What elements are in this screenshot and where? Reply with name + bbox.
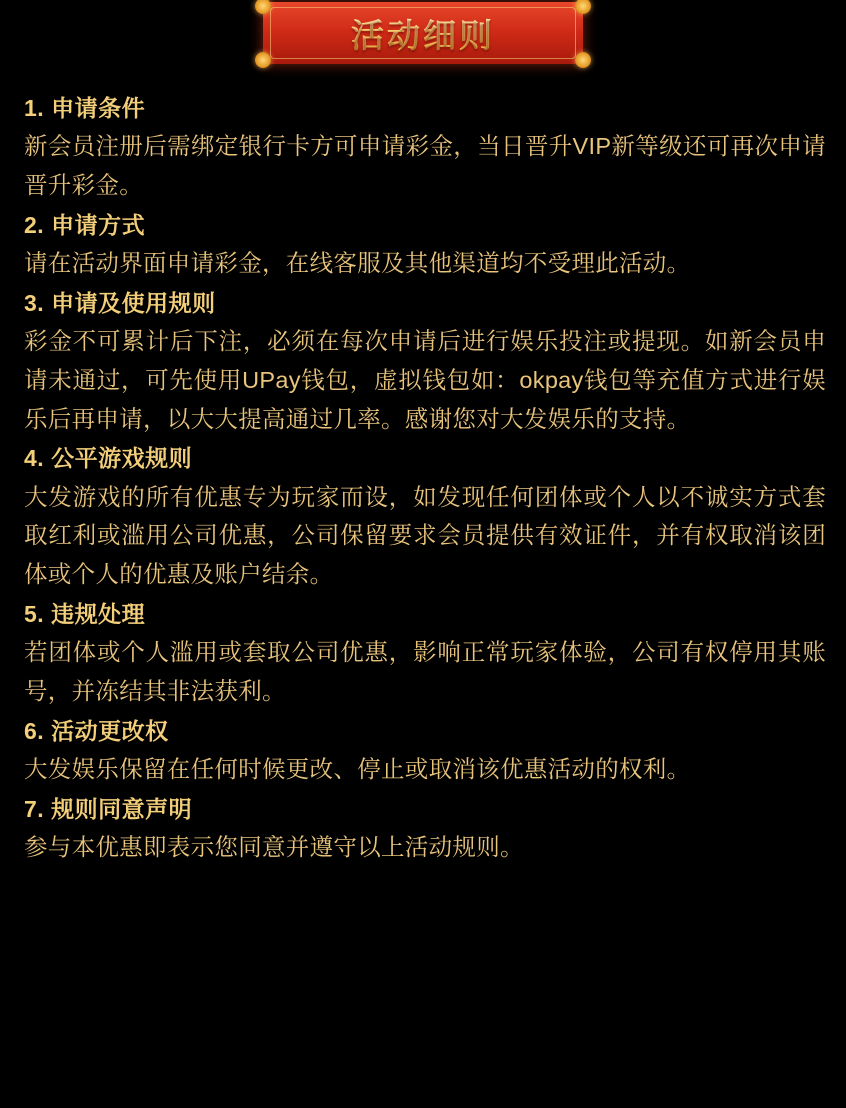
rule-heading: 6. 活动更改权 bbox=[24, 717, 169, 744]
rule-heading: 5. 违规处理 bbox=[24, 600, 146, 627]
ribbon-corner-gem-icon bbox=[575, 52, 591, 68]
ribbon-corner-gem-icon bbox=[255, 52, 271, 68]
rule-item bbox=[24, 90, 826, 205]
rule-heading: 1. 申请条件 bbox=[24, 95, 146, 121]
ribbon-shape bbox=[263, 2, 583, 64]
rules-list bbox=[0, 72, 846, 867]
rule-item bbox=[24, 440, 826, 594]
rule-body: 大发游戏的所有优惠专为玩家而设，如发现任何团体或个人以不诚实方式套取红利或滥用公司优惠，公司保留要求会员提供有效证件，并有权取消该团体或个人的优惠及账户结余。 bbox=[24, 483, 826, 588]
rule-heading: 2. 申请方式 bbox=[24, 211, 146, 238]
rule-item bbox=[24, 285, 826, 439]
rule-heading: 4. 公平游戏规则 bbox=[24, 445, 193, 472]
rule-body: 请在活动界面申请彩金，在线客服及其他渠道均不受理此活动。 bbox=[24, 250, 691, 277]
rule-item bbox=[24, 596, 826, 711]
rule-body: 若团体或个人滥用或套取公司优惠，影响正常玩家体验，公司有权停用其账号，并冻结其非法获利。 bbox=[24, 639, 826, 704]
ribbon-corner-gem-icon bbox=[575, 0, 591, 14]
rule-body: 新会员注册后需绑定银行卡方可申请彩金，当日晋升VIP新等级还可再次申请晋升彩金。 bbox=[24, 133, 826, 199]
rule-item bbox=[24, 713, 826, 789]
rule-body: 参与本优惠即表示您同意并遵守以上活动规则。 bbox=[24, 833, 524, 860]
rule-item bbox=[24, 207, 826, 283]
rule-item bbox=[24, 791, 826, 867]
rule-heading: 3. 申请及使用规则 bbox=[24, 289, 216, 316]
rule-body: 大发娱乐保留在任何时候更改、停止或取消该优惠活动的权利。 bbox=[24, 755, 691, 782]
rule-heading: 7. 规则同意声明 bbox=[24, 795, 193, 822]
ribbon-corner-gem-icon bbox=[255, 0, 271, 14]
page-title: 活动细则 bbox=[351, 10, 495, 57]
rule-body: 彩金不可累计后下注，必须在每次申请后进行娱乐投注或提现。如新会员申请未通过，可先使用UPay钱包，虚拟钱包如：okpay钱包等充值方式进行娱乐后再申请，以大大提高通过几率。感谢您对大发娱乐的支持。 bbox=[24, 328, 826, 432]
promo-banner bbox=[0, 0, 846, 72]
